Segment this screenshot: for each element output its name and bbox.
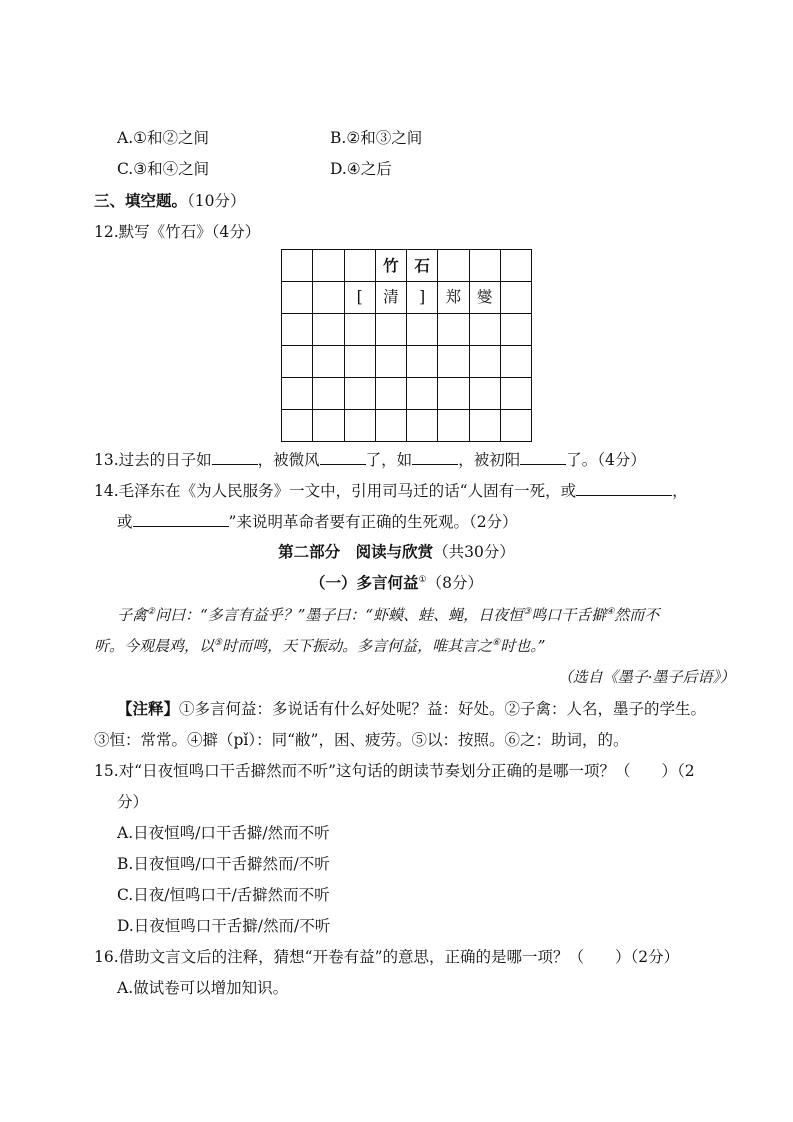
- q14-text-b: ，: [672, 482, 688, 500]
- q14-line1: [94, 480, 688, 501]
- q13-part1: 13.过去的日子如: [94, 451, 212, 469]
- grid-cell[interactable]: [313, 346, 344, 378]
- q11-option-a: A.①和②之间: [117, 129, 210, 147]
- grid-cell[interactable]: [282, 282, 313, 314]
- grid-cell[interactable]: [407, 346, 438, 378]
- passage1-text: 听。今观晨鸡，以: [94, 637, 215, 655]
- grid-cell[interactable]: [501, 282, 532, 314]
- grid-cell[interactable]: [501, 378, 532, 410]
- grid-cell[interactable]: 清: [376, 282, 407, 314]
- note-mark: ②: [147, 607, 156, 617]
- part2-title: 第二部分 阅读与欣赏: [278, 542, 434, 561]
- grid-cell[interactable]: 郑: [438, 282, 469, 314]
- q13-blank-1[interactable]: [212, 449, 258, 465]
- section3-score: （10分）: [187, 192, 246, 210]
- q15-option-c: C.日夜/恒鸣口干/舌擗然而不听: [117, 886, 330, 904]
- grid-cell[interactable]: [501, 346, 532, 378]
- q16-option-a: A.做试卷可以增加知识。: [117, 979, 289, 997]
- passage1-text: 问曰：“多言有益乎？”墨子曰：“虾蟆、蛙、蝇，日夜恒: [155, 606, 524, 624]
- grid-cell[interactable]: [: [345, 282, 376, 314]
- note-mark: ⑥: [492, 638, 501, 648]
- q13-part5: 了。（4分）: [566, 451, 646, 469]
- grid-cell[interactable]: [438, 314, 469, 346]
- q14-line2: [117, 511, 518, 532]
- grid-cell[interactable]: 石: [407, 250, 438, 282]
- grid-cell[interactable]: [407, 378, 438, 410]
- q11-option-b: B.②和③之间: [330, 129, 423, 147]
- grid-cell[interactable]: [376, 378, 407, 410]
- grid-cell[interactable]: [282, 314, 313, 346]
- note-mark: ④: [606, 607, 615, 617]
- passage1-text: 然而不: [614, 606, 660, 624]
- grid-cell[interactable]: [470, 410, 501, 442]
- q15-option-b: B.日夜恒鸣/口干舌擗然而/不听: [117, 855, 330, 873]
- grid-cell[interactable]: [470, 314, 501, 346]
- grid-cell[interactable]: [345, 346, 376, 378]
- grid-cell[interactable]: [376, 346, 407, 378]
- grid-cell[interactable]: 竹: [376, 250, 407, 282]
- q13-blank-4[interactable]: [520, 449, 566, 465]
- grid-cell[interactable]: 燮: [470, 282, 501, 314]
- grid-cell[interactable]: [313, 410, 344, 442]
- grid-cell[interactable]: [345, 410, 376, 442]
- q15-line1: 15.对“日夜恒鸣口干舌擗然而不听”这句话的朗读节奏划分正确的是哪一项？（ ）（2: [94, 762, 695, 780]
- grid-cell[interactable]: ]: [407, 282, 438, 314]
- passage1-text: 时而鸣，天下振动。多言何益，唯其言之: [222, 637, 493, 655]
- grid-cell[interactable]: [282, 346, 313, 378]
- grid-cell[interactable]: [345, 250, 376, 282]
- grid-cell[interactable]: [501, 314, 532, 346]
- grid-cell[interactable]: [313, 250, 344, 282]
- grid-cell[interactable]: [376, 314, 407, 346]
- grid-cell[interactable]: [438, 250, 469, 282]
- q11-option-c: C.③和④之间: [117, 160, 210, 178]
- grid-cell[interactable]: [376, 410, 407, 442]
- grid-cell[interactable]: [407, 410, 438, 442]
- grid-cell[interactable]: [438, 346, 469, 378]
- grid-cell[interactable]: [470, 250, 501, 282]
- part2-heading: [0, 542, 793, 562]
- q13-part4: ，被初阳: [458, 451, 521, 469]
- q14-text-a: 14.毛泽东在《为人民服务》一文中，引用司马迁的话“人固有一死，或: [94, 482, 577, 500]
- passage1-notes-line1: [117, 699, 706, 719]
- grid-cell[interactable]: [313, 314, 344, 346]
- q14-text-d: ”来说明革命者要有正确的生死观。（2分）: [228, 513, 518, 531]
- passage1-score: （8分）: [426, 574, 483, 592]
- q15-line2: 分）: [117, 793, 149, 811]
- grid-cell[interactable]: [438, 410, 469, 442]
- q13-text: [94, 449, 646, 470]
- passage1-line2: [94, 636, 545, 656]
- passage1-notes-line2: ③恒：常常。④擗（pǐ）：同“敝”，困、疲劳。⑤以：按照。⑥之：助词，的。: [94, 731, 629, 749]
- q13-blank-3[interactable]: [412, 449, 458, 465]
- grid-cell[interactable]: [313, 282, 344, 314]
- q14-blank-2[interactable]: [133, 511, 229, 527]
- q13-blank-2[interactable]: [320, 449, 366, 465]
- section3-heading: [94, 191, 246, 211]
- section3-title: 三、填空题。: [94, 191, 188, 210]
- part2-score: （共30分）: [433, 543, 515, 561]
- passage1-source: （选自《墨子·墨子后语》）: [557, 668, 735, 686]
- notes-label: 【注释】: [117, 699, 180, 718]
- grid-cell[interactable]: [501, 250, 532, 282]
- passage1-text: 子禽: [117, 606, 148, 624]
- grid-cell[interactable]: [345, 314, 376, 346]
- q15-option-a: A.日夜恒鸣/口干舌擗/然而不听: [117, 824, 330, 842]
- grid-cell[interactable]: [407, 314, 438, 346]
- passage1-text: 鸣口干舌擗: [531, 606, 607, 624]
- passage1-line1: [117, 605, 659, 625]
- passage1-title: （一）多言何益: [310, 573, 419, 592]
- q13-part2: ，被微风: [257, 451, 320, 469]
- q13-part3: 了，如: [365, 451, 413, 469]
- grid-cell[interactable]: [282, 378, 313, 410]
- notes-text: ①多言何益：多说话有什么好处呢？益：好处。②子禽：人名，墨子的学生。: [179, 700, 707, 718]
- q16-line1: 16.借助文言文后的注释，猜想“开卷有益”的意思，正确的是哪一项？（ ）（2分）: [94, 948, 680, 966]
- grid-cell[interactable]: [438, 378, 469, 410]
- grid-cell[interactable]: [282, 250, 313, 282]
- grid-cell[interactable]: [501, 410, 532, 442]
- passage1-title-note-mark: ①: [418, 574, 427, 585]
- q14-blank-1[interactable]: [576, 480, 672, 496]
- passage1-heading: [0, 573, 793, 593]
- q11-option-d: D.④之后: [330, 160, 392, 178]
- q12-text: 12.默写《竹石》（4分）: [94, 223, 261, 241]
- q15-option-d: D.日夜恒鸣口干舌擗/然而/不听: [117, 917, 331, 935]
- note-mark: ③: [523, 607, 532, 617]
- grid-cell[interactable]: [345, 378, 376, 410]
- passage1-text: 时也。”: [500, 637, 546, 655]
- grid-cell[interactable]: [470, 346, 501, 378]
- grid-cell[interactable]: [470, 378, 501, 410]
- q12-writing-grid: [281, 249, 532, 442]
- grid-cell[interactable]: [313, 378, 344, 410]
- note-mark: ⑤: [214, 638, 223, 648]
- q14-text-c: 或: [117, 513, 133, 531]
- grid-cell[interactable]: [282, 410, 313, 442]
